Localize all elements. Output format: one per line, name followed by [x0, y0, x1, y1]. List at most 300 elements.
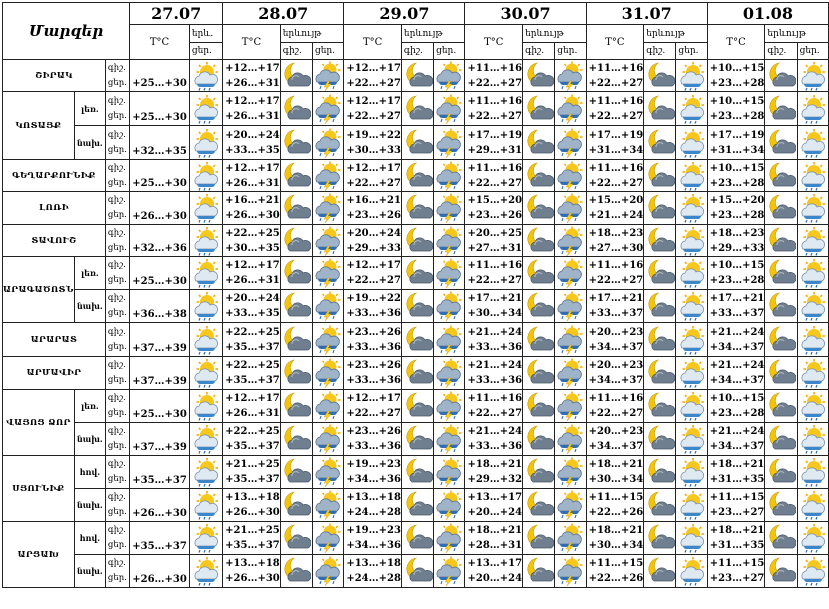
sun-cloud-lightning-icon: [434, 61, 464, 91]
sun-cloud-rain-icon: [191, 258, 221, 288]
moon-cloud-icon: [644, 160, 676, 192]
moon-cloud-icon: [524, 358, 554, 388]
night-label: գիշ.: [107, 260, 126, 270]
moon-cloud-icon: [280, 60, 312, 92]
night-temp: +11…+16: [588, 95, 644, 107]
day-temp: +33…+37: [588, 308, 644, 319]
sun-cloud-rain-icon: [798, 94, 828, 124]
temp-range: [344, 60, 402, 92]
moon-cloud-icon: [524, 523, 554, 553]
temp-range: [586, 555, 644, 588]
temp-range: [465, 456, 523, 489]
day-temp: +22…+27: [588, 77, 644, 89]
phenomenon-label: երևույթ: [401, 25, 465, 43]
temp-label: T°C: [130, 25, 190, 60]
temp-range: +26…+30: [130, 192, 190, 225]
sun-cloud-lightning-icon: [313, 94, 343, 124]
sun-cloud-lightning-icon: [555, 291, 585, 321]
night-temp: +18…+21: [709, 459, 765, 470]
table-row: [3, 290, 829, 323]
sun-cloud-lightning-icon: [434, 94, 464, 124]
moon-cloud-icon: [280, 323, 312, 357]
time-of-day-labels: [105, 456, 129, 489]
day-temp: +33…+36: [346, 308, 401, 319]
sun-cloud-rain-icon: [676, 126, 707, 160]
moon-cloud-icon: [645, 128, 675, 158]
moon-cloud-icon: [401, 390, 433, 423]
sun-cloud-rain-icon: [677, 61, 707, 91]
temp-range: [223, 92, 281, 126]
night-temp: +10…+15: [709, 260, 765, 271]
day-temp: +23…+27: [709, 507, 765, 518]
day-label: ցեր.: [107, 308, 127, 318]
moon-cloud-icon: [403, 94, 433, 124]
moon-cloud-icon: [280, 192, 312, 225]
moon-cloud-icon: [523, 257, 555, 290]
night-label: գիշ.: [765, 43, 797, 60]
moon-cloud-icon: [524, 424, 554, 454]
moon-cloud-icon: [645, 94, 675, 124]
zone-label: լեռ.: [74, 390, 105, 423]
moon-cloud-icon: [281, 457, 311, 487]
sun-cloud-rain-icon: [797, 92, 828, 126]
day-label: ցեր.: [676, 43, 707, 60]
sun-cloud-lightning-icon: [434, 556, 464, 586]
temp-range: [344, 257, 402, 290]
temp-range: +37…+39: [130, 357, 190, 390]
night-temp: +11…+16: [467, 162, 523, 174]
moon-cloud-icon: [765, 225, 797, 257]
temp-range: [223, 225, 281, 257]
sun-cloud-lightning-icon: [434, 160, 465, 192]
moon-cloud-icon: [765, 257, 797, 290]
moon-cloud-icon: [524, 291, 554, 321]
moon-cloud-icon: [403, 226, 433, 256]
sun-cloud-rain-icon: [677, 424, 707, 454]
sun-cloud-rain-icon: [676, 225, 707, 257]
moon-cloud-icon: [524, 325, 554, 355]
temp-range: [465, 126, 523, 160]
moon-cloud-icon: [280, 555, 312, 588]
temp-label: T°C: [223, 25, 281, 60]
day-label: ցեր.: [107, 275, 127, 285]
moon-cloud-icon: [401, 489, 433, 522]
sun-cloud-lightning-icon: [313, 291, 343, 321]
moon-cloud-icon: [766, 258, 796, 288]
sun-cloud-rain-icon: [797, 290, 828, 323]
time-of-day-labels: [105, 390, 129, 423]
temp-range: [223, 126, 281, 160]
night-temp: +18…+23: [709, 227, 765, 239]
moon-cloud-icon: [644, 257, 676, 290]
day-temp: +33…+36: [346, 441, 401, 452]
temp-range: [344, 126, 402, 160]
night-label: գիշ.: [523, 43, 555, 60]
day-temp: +35…+37: [225, 375, 280, 386]
day-temp: +23…+27: [709, 573, 765, 584]
moon-cloud-icon: [645, 325, 675, 355]
day-temp: +23…+28: [709, 275, 765, 286]
day-temp: +22…+27: [467, 110, 523, 122]
day-temp: +33…+36: [346, 341, 401, 353]
moon-cloud-icon: [280, 489, 312, 522]
time-of-day-labels: [105, 126, 129, 160]
time-of-day-labels: [105, 423, 129, 456]
sun-cloud-lightning-icon: [555, 226, 585, 256]
moon-cloud-icon: [645, 226, 675, 256]
sun-cloud-rain-icon: [676, 160, 707, 192]
sun-cloud-lightning-icon: [312, 60, 343, 92]
sun-cloud-lightning-icon: [312, 522, 343, 555]
temp-range: [586, 225, 644, 257]
day-temp: +30…+35: [225, 242, 280, 254]
sun-cloud-rain-icon: [676, 92, 707, 126]
night-temp: +12…+17: [346, 95, 401, 107]
night-temp: +18…+21: [709, 525, 765, 536]
sun-cloud-rain-icon: [191, 358, 221, 388]
day-temp: +29…+31: [467, 144, 523, 156]
moon-cloud-icon: [645, 457, 675, 487]
sun-cloud-lightning-icon: [555, 390, 586, 423]
temp-range: [465, 390, 523, 423]
sun-cloud-lightning-icon: [434, 358, 464, 388]
day-temp: +33…+36: [467, 341, 523, 353]
temp-range: [465, 192, 523, 225]
temp-range: [707, 160, 765, 192]
day-temp: +29…+33: [346, 242, 401, 254]
temp-range: [223, 323, 281, 357]
sun-cloud-lightning-icon: [555, 92, 586, 126]
temp-range: [707, 390, 765, 423]
sun-cloud-lightning-icon: [555, 61, 585, 91]
night-temp: +16…+21: [225, 195, 280, 206]
moon-cloud-icon: [403, 193, 433, 223]
table-row: [3, 555, 829, 588]
moon-cloud-icon: [280, 423, 312, 456]
sun-cloud-rain-icon: [798, 258, 828, 288]
sun-cloud-lightning-icon: [313, 193, 343, 223]
sun-cloud-rain-icon: [797, 60, 828, 92]
moon-cloud-icon: [401, 92, 433, 126]
day-temp: +23…+28: [709, 177, 765, 189]
moon-cloud-icon: [766, 128, 796, 158]
night-temp: +12…+17: [346, 162, 401, 174]
temp-range: [707, 489, 765, 522]
moon-cloud-icon: [281, 291, 311, 321]
sun-cloud-lightning-icon: [555, 192, 586, 225]
moon-cloud-icon: [766, 457, 796, 487]
sun-cloud-rain-icon: [191, 291, 221, 321]
temp-label: T°C: [344, 25, 402, 60]
day-temp: +33…+35: [225, 144, 280, 156]
moon-cloud-icon: [644, 555, 676, 588]
temp-range: [223, 257, 281, 290]
day-temp: +34…+37: [709, 441, 765, 452]
day-temp: +22…+27: [467, 275, 523, 286]
sun-cloud-rain-icon: [798, 523, 828, 553]
day-label: ցեր.: [107, 210, 127, 220]
day-temp: +33…+35: [225, 308, 280, 319]
day-temp: +35…+37: [225, 474, 280, 485]
day-temp: +27…+30: [588, 242, 644, 254]
day-temp: +34…+36: [346, 540, 401, 551]
night-temp: +19…+23: [346, 459, 401, 470]
day-temp: +30…+33: [346, 144, 401, 156]
sun-cloud-lightning-icon: [434, 323, 465, 357]
table-row: [3, 60, 829, 92]
day-label: ցեր.: [107, 242, 127, 253]
sun-cloud-rain-icon: [191, 128, 221, 158]
day-temp: +22…+27: [588, 177, 644, 189]
sun-cloud-rain-icon: [797, 489, 828, 522]
sun-cloud-lightning-icon: [555, 457, 585, 487]
sun-cloud-lightning-icon: [555, 555, 586, 588]
sun-cloud-rain-icon: [677, 258, 707, 288]
moon-cloud-icon: [766, 61, 796, 91]
moon-cloud-icon: [766, 291, 796, 321]
sun-cloud-rain-icon: [677, 490, 707, 520]
zone-label: նախ.: [74, 489, 105, 522]
sun-cloud-rain-icon: [676, 60, 707, 92]
sun-cloud-lightning-icon: [434, 523, 464, 553]
temp-range: [707, 290, 765, 323]
moon-cloud-icon: [765, 323, 797, 357]
moon-cloud-icon: [523, 225, 555, 257]
temp-range: [586, 522, 644, 555]
moon-cloud-icon: [281, 490, 311, 520]
sun-cloud-lightning-icon: [313, 391, 343, 421]
day-label: ցեր.: [107, 408, 127, 418]
moon-cloud-icon: [280, 290, 312, 323]
moon-cloud-icon: [644, 126, 676, 160]
table-row: [3, 456, 829, 489]
temp-range: [586, 489, 644, 522]
day-temp: +23…+28: [709, 210, 765, 221]
night-label: գիշ.: [107, 360, 126, 370]
sun-cloud-rain-icon: [189, 323, 222, 357]
moon-cloud-icon: [524, 457, 554, 487]
sun-cloud-rain-icon: [798, 391, 828, 421]
sun-cloud-rain-icon: [191, 161, 221, 191]
moon-cloud-icon: [280, 126, 312, 160]
zone-label: հով.: [74, 522, 105, 555]
moon-cloud-icon: [644, 390, 676, 423]
sun-cloud-lightning-icon: [555, 60, 586, 92]
sun-cloud-rain-icon: [189, 489, 222, 522]
sun-cloud-rain-icon: [797, 225, 828, 257]
phenomenon-label: երևույթ: [523, 25, 587, 43]
sun-cloud-lightning-icon: [313, 128, 343, 158]
moon-cloud-icon: [524, 226, 554, 256]
day-temp: +29…+33: [709, 242, 765, 254]
moon-cloud-icon: [281, 424, 311, 454]
temp-range: [344, 423, 402, 456]
temp-range: [223, 60, 281, 92]
temp-range: [223, 290, 281, 323]
sun-cloud-rain-icon: [189, 555, 222, 588]
night-temp: +10…+15: [709, 393, 765, 404]
day-temp: +31…+35: [709, 474, 765, 485]
sun-cloud-rain-icon: [798, 291, 828, 321]
moon-cloud-icon: [401, 357, 433, 390]
day-temp: +26…+31: [225, 110, 280, 122]
temp-range: [586, 192, 644, 225]
table-row: [3, 357, 829, 390]
day-temp: +23…+26: [467, 210, 523, 221]
temp-range: [465, 323, 523, 357]
moon-cloud-icon: [403, 128, 433, 158]
sun-cloud-lightning-icon: [555, 391, 585, 421]
sun-cloud-lightning-icon: [555, 424, 585, 454]
zone-label: նախ.: [74, 126, 105, 160]
sun-cloud-rain-icon: [798, 424, 828, 454]
sun-cloud-rain-icon: [189, 390, 222, 423]
night-temp: +20…+23: [588, 426, 644, 437]
night-temp: +11…+15: [709, 492, 765, 503]
day-temp: +35…+37: [225, 540, 280, 551]
moon-cloud-icon: [524, 61, 554, 91]
sun-cloud-lightning-icon: [313, 161, 343, 191]
temp-range: [707, 423, 765, 456]
sun-cloud-lightning-icon: [434, 161, 464, 191]
day-temp: +22…+27: [467, 177, 523, 189]
sun-cloud-rain-icon: [797, 555, 828, 588]
sun-cloud-lightning-icon: [313, 523, 343, 553]
day-temp: +22…+27: [467, 408, 523, 419]
sun-cloud-lightning-icon: [313, 61, 343, 91]
sun-cloud-rain-icon: [797, 357, 828, 390]
night-temp: +20…+23: [588, 360, 644, 371]
temp-label: T°C: [707, 25, 765, 60]
sun-cloud-lightning-icon: [555, 160, 586, 192]
moon-cloud-icon: [523, 92, 555, 126]
sun-cloud-lightning-icon: [434, 92, 465, 126]
sun-cloud-lightning-icon: [313, 258, 343, 288]
night-temp: +12…+17: [346, 260, 401, 271]
sun-cloud-rain-icon: [191, 424, 221, 454]
temp-range: +32…+35: [130, 126, 190, 160]
table-row: [3, 92, 829, 126]
sun-cloud-rain-icon: [677, 391, 707, 421]
day-temp: +20…+24: [467, 507, 523, 518]
region-name: ԿՈՏԱՅՔ: [3, 92, 75, 160]
time-of-day-labels: [105, 160, 129, 192]
temp-range: [223, 522, 281, 555]
moon-cloud-icon: [403, 291, 433, 321]
sun-cloud-rain-icon: [191, 556, 221, 586]
day-temp: +22…+27: [588, 110, 644, 122]
temp-range: [344, 390, 402, 423]
moon-cloud-icon: [403, 358, 433, 388]
sun-cloud-rain-icon: [189, 92, 222, 126]
moon-cloud-icon: [765, 357, 797, 390]
night-temp: +12…+17: [225, 95, 280, 107]
day-temp: +22…+27: [346, 275, 401, 286]
moon-cloud-icon: [765, 92, 797, 126]
zone-label: հով.: [74, 456, 105, 489]
night-temp: +11…+15: [709, 558, 765, 569]
sun-cloud-lightning-icon: [434, 390, 465, 423]
night-temp: +11…+16: [588, 62, 644, 74]
temp-range: [223, 192, 281, 225]
moon-cloud-icon: [281, 258, 311, 288]
night-temp: +12…+17: [346, 62, 401, 74]
day-temp: +23…+28: [709, 110, 765, 122]
sun-cloud-rain-icon: [798, 457, 828, 487]
sun-cloud-lightning-icon: [434, 423, 465, 456]
night-label: գիշ.: [107, 162, 126, 173]
moon-cloud-icon: [765, 60, 797, 92]
day-temp: +30…+34: [588, 540, 644, 551]
sun-cloud-rain-icon: [677, 128, 707, 158]
night-label: գիշ.: [280, 43, 312, 60]
sun-cloud-lightning-icon: [555, 161, 585, 191]
moon-cloud-icon: [765, 160, 797, 192]
sun-cloud-rain-icon: [677, 193, 707, 223]
night-temp: +21…+25: [225, 525, 280, 536]
moon-cloud-icon: [523, 390, 555, 423]
moon-cloud-icon: [766, 193, 796, 223]
sun-cloud-lightning-icon: [555, 490, 585, 520]
sun-cloud-lightning-icon: [434, 128, 464, 158]
night-temp: +13…+18: [346, 558, 401, 569]
sun-cloud-lightning-icon: [555, 357, 586, 390]
temp-range: [707, 555, 765, 588]
night-label: գիշ.: [107, 129, 126, 140]
moon-cloud-icon: [281, 128, 311, 158]
day-label: ցեր.: [189, 43, 222, 60]
sun-cloud-lightning-icon: [312, 257, 343, 290]
sun-cloud-rain-icon: [798, 358, 828, 388]
moon-cloud-icon: [281, 358, 311, 388]
moon-cloud-icon: [401, 192, 433, 225]
day-label: ցեր.: [107, 341, 127, 352]
sun-cloud-lightning-icon: [312, 489, 343, 522]
moon-cloud-icon: [766, 226, 796, 256]
night-temp: +12…+17: [225, 162, 280, 174]
sun-cloud-lightning-icon: [312, 323, 343, 357]
night-temp: +17…+19: [588, 129, 644, 141]
night-temp: +13…+18: [225, 492, 280, 503]
moon-cloud-icon: [523, 323, 555, 357]
sun-cloud-lightning-icon: [434, 457, 464, 487]
moon-cloud-icon: [523, 555, 555, 588]
sun-cloud-lightning-icon: [434, 456, 465, 489]
sun-cloud-rain-icon: [676, 555, 707, 588]
sun-cloud-lightning-icon: [434, 225, 465, 257]
moon-cloud-icon: [766, 391, 796, 421]
moon-cloud-icon: [403, 424, 433, 454]
time-of-day-labels: [105, 489, 129, 522]
sun-cloud-lightning-icon: [555, 522, 586, 555]
sun-cloud-lightning-icon: [555, 290, 586, 323]
day-temp: +33…+36: [467, 441, 523, 452]
temp-range: [344, 290, 402, 323]
moon-cloud-icon: [645, 161, 675, 191]
night-temp: +13…+17: [467, 492, 523, 503]
sun-cloud-rain-icon: [676, 456, 707, 489]
moon-cloud-icon: [281, 161, 311, 191]
forecast-table: [2, 2, 829, 588]
time-of-day-labels: [105, 290, 129, 323]
night-label: գիշ.: [107, 525, 126, 535]
day-temp: +34…+37: [588, 375, 644, 386]
sun-cloud-rain-icon: [676, 390, 707, 423]
night-temp: +22…+25: [225, 227, 280, 239]
day-label: ցեր.: [107, 540, 127, 550]
moon-cloud-icon: [644, 92, 676, 126]
moon-cloud-icon: [281, 523, 311, 553]
